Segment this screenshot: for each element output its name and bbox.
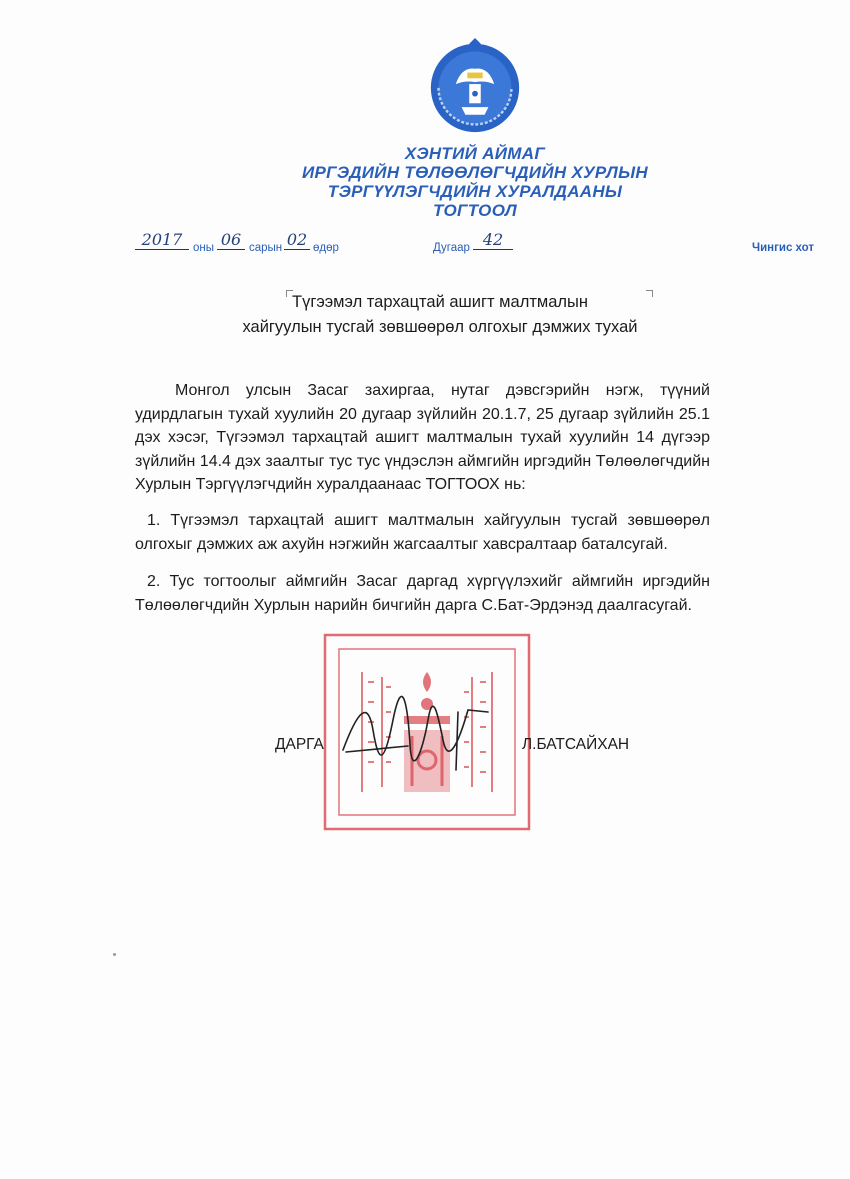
date-year: 2017 [135,230,189,250]
day-label: өдөр [313,242,339,254]
date-month: 06 [217,230,245,250]
number-label: Дугаар [433,242,470,254]
title-line-2: хайгуулын тусгай зөвшөөрөл олгохыг дэмжих тухай [242,318,638,336]
header-line-2: ИРГЭДИЙН ТӨЛӨӨЛӨГЧДИЙН ХУРЛЫН [302,163,648,182]
scan-speck [113,953,116,956]
title-line-1: Түгээмэл тархацтай ашигт малтмалын [292,293,588,311]
resolution-item-2: 2. Тус тогтоолыг аймгийн Засаг даргад хүргүүлэхийг аймгийн иргэдийн Төлөөлөгчдийн Хурлын нарийн бичгийн дарга С.Бат-Эрдэнэд даалгасугай. [135,573,710,614]
year-label: оны [193,242,215,254]
date-day: 02 [284,230,310,250]
header-line-3: ТЭРГҮҮЛЭГЧДИЙН ХУРАЛДААНЫ [327,182,623,201]
document-title [210,290,670,340]
handwritten-signature [338,690,498,780]
signatory-role: ДАРГА [275,736,324,753]
resolution-item-1: 1. Түгээмэл тархацтай ашигт малтмалын хайгуулын тусгай зөвшөөрөл олгохыг дэмжих аж ахуйн нэгжийн жагсаалтыг хавсралтаар баталсугай. [135,512,710,553]
document-header [200,144,750,220]
signatory-name: Л.БАТСАЙХАН [522,736,630,753]
date-line [0,230,850,260]
state-emblem [427,38,523,134]
preamble-paragraph: Монгол улсын Засаг захиргаа, нутаг дэвсгэрийн нэгж, түүний удирдлагын тухай хуулийн 20 дугаар зүйлийн 20.1.7, 25 дугаар зүйлийн 25.1 дэх хэсэг, Түгээмэл тархацтай ашигт малтмалын тухай хуулийн 14 дүгээр зүйлийн 14.4 дэх заалтыг тус тус үндэслэн аймгийн иргэдийн Төлөөлөгчдийн Хурлын Тэргүүлэгчдийн хуралдаанаас ТОГТООХ нь: [135,382,710,493]
document-number: 42 [473,230,513,250]
header-line-1: ХЭНТИЙ АЙМАГ [404,144,546,163]
place-label: Чингис хот [752,242,815,254]
header-line-4: ТОГТООЛ [433,201,517,220]
month-label: сарын [249,242,283,254]
